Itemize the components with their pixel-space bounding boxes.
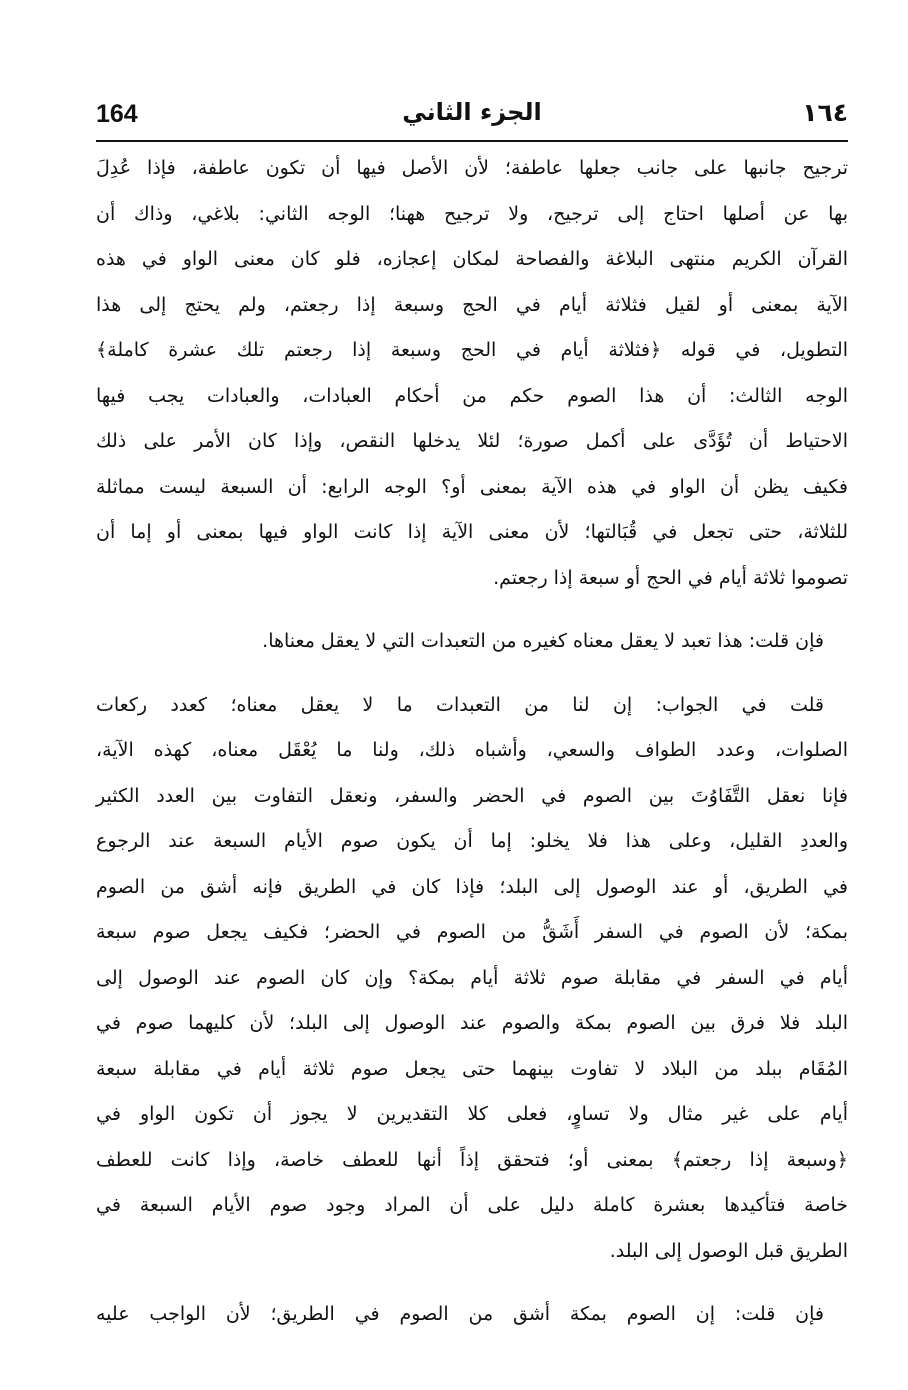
text-line: ترجيح جانبها على جانب جعلها عاطفة؛ لأن الأصل فيها أن تكون عاطفة، فإذا عُدِلَ	[96, 157, 848, 179]
text-line: بمكة؛ لأن الصوم في السفر أَشَقُّ من الصوم في الحضر؛ فكيف يجعل صوم سبعة	[96, 921, 848, 943]
text-line: ﴿وسبعة إذا رجعتم﴾ بمعنى أو؛ فتحقق إذاً أنها للعطف خاصة، وإذا كانت للعطف	[96, 1148, 848, 1171]
text-line: البلد فلا فرق بين الصوم بمكة والصوم عند الوصول إلى البلد؛ لأن كليهما صوم في	[96, 1012, 848, 1034]
text-line: الوجه الثالث: أن هذا الصوم حكم من أحكام العبادات، والعبادات يجب فيها	[96, 384, 848, 407]
text-line: الآية بمعنى أو لقيل فثلاثة أيام في الحج وسبعة إذا رجعتم، ولم يحتج إلى هذا	[96, 293, 848, 316]
text-line: والعددِ القليل، وعلى هذا فلا يخلو: إما أن يكون صوم الأيام السبعة عند الرجوع	[96, 830, 848, 852]
text-line: فإن قلت: إن الصوم بمكة أشق من الصوم في الطريق؛ لأن الواجب عليه	[96, 1303, 824, 1325]
text-line: القرآن الكريم منتهى البلاغة والفصاحة لمكان إعجازه، فلو كان معنى الواو في هذه	[96, 248, 848, 270]
text-line: فكيف يظن أن الواو في هذه الآية بمعنى أو؟ الوجه الرابع: أن السبعة ليست مماثلة	[96, 475, 848, 498]
text-line: فإنا نعقل التَّفَاوُتَ بين الصوم في الحضر والسفر، ونعقل التفاوت بين العدد الكثير	[96, 784, 848, 807]
text-line: الاحتياط أن تُؤَدَّى على أكمل صورة؛ لئلا يدخلها النقص، وإذا كان الأمر على ذلك	[96, 430, 848, 452]
body-text	[96, 146, 848, 1338]
header-divider	[96, 140, 848, 142]
text-line: في الطريق، أو عند الوصول إلى البلد؛ فإذا كان في الطريق فإنه أشق من الصوم	[96, 875, 848, 898]
text-line: الصلوات، وعدد الطواف والسعي، وأشباه ذلك، ولنا ما يُعْقَل معناه، كهذه الآية،	[96, 739, 848, 761]
text-line: الطريق قبل الوصول إلى البلد.	[609, 1239, 848, 1262]
text-line: فإن قلت: هذا تعبد لا يعقل معناه كغيره من التعبدات التي لا يعقل معناها.	[262, 630, 824, 652]
text-line: خاصة فتأكيدها بعشرة كاملة دليل على أن المراد وجود صوم الأيام السبعة في	[96, 1194, 848, 1216]
text-line: تصوموا ثلاثة أيام في الحج أو سبعة إذا رجعتم.	[493, 566, 848, 589]
page-number-arabic: ١٦٤	[802, 98, 848, 127]
text-line: للثلاثة، حتى تجعل في قُبَالتها؛ لأن معنى الآية إذا كانت الواو فيها بمعنى أو إما أن	[96, 521, 848, 543]
text-line: بها عن أصلها احتاج إلى ترجيح، ولا ترجيح ههنا؛ الوجه الثاني: بلاغي، وذاك أن	[96, 202, 848, 225]
text-line: التطويل، في قوله ﴿فثلاثة أيام في الحج وسبعة إذا رجعتم تلك عشرة كاملة﴾	[96, 339, 848, 361]
page-header	[96, 94, 848, 138]
text-line: أيام على غير مثال ولا تساوٍ، فعلى كلا التقديرين لا يجوز أن تكون الواو في	[96, 1103, 848, 1125]
text-line: قلت في الجواب: إن لنا من التعبدات ما لا يعقل معناه؛ كعدد ركعات	[96, 693, 824, 716]
page-number-latin: 164	[96, 100, 138, 128]
text-line: المُقَام ببلد من البلاد لا تفاوت بينهما حتى يجعل صوم ثلاثة أيام في مقابلة سبعة	[96, 1057, 848, 1080]
text-line: أيام في السفر في مقابلة صوم ثلاثة أيام بمكة؟ وإن كان الصوم عند الوصول إلى	[96, 966, 848, 989]
running-title: الجزء الثاني	[402, 98, 542, 126]
